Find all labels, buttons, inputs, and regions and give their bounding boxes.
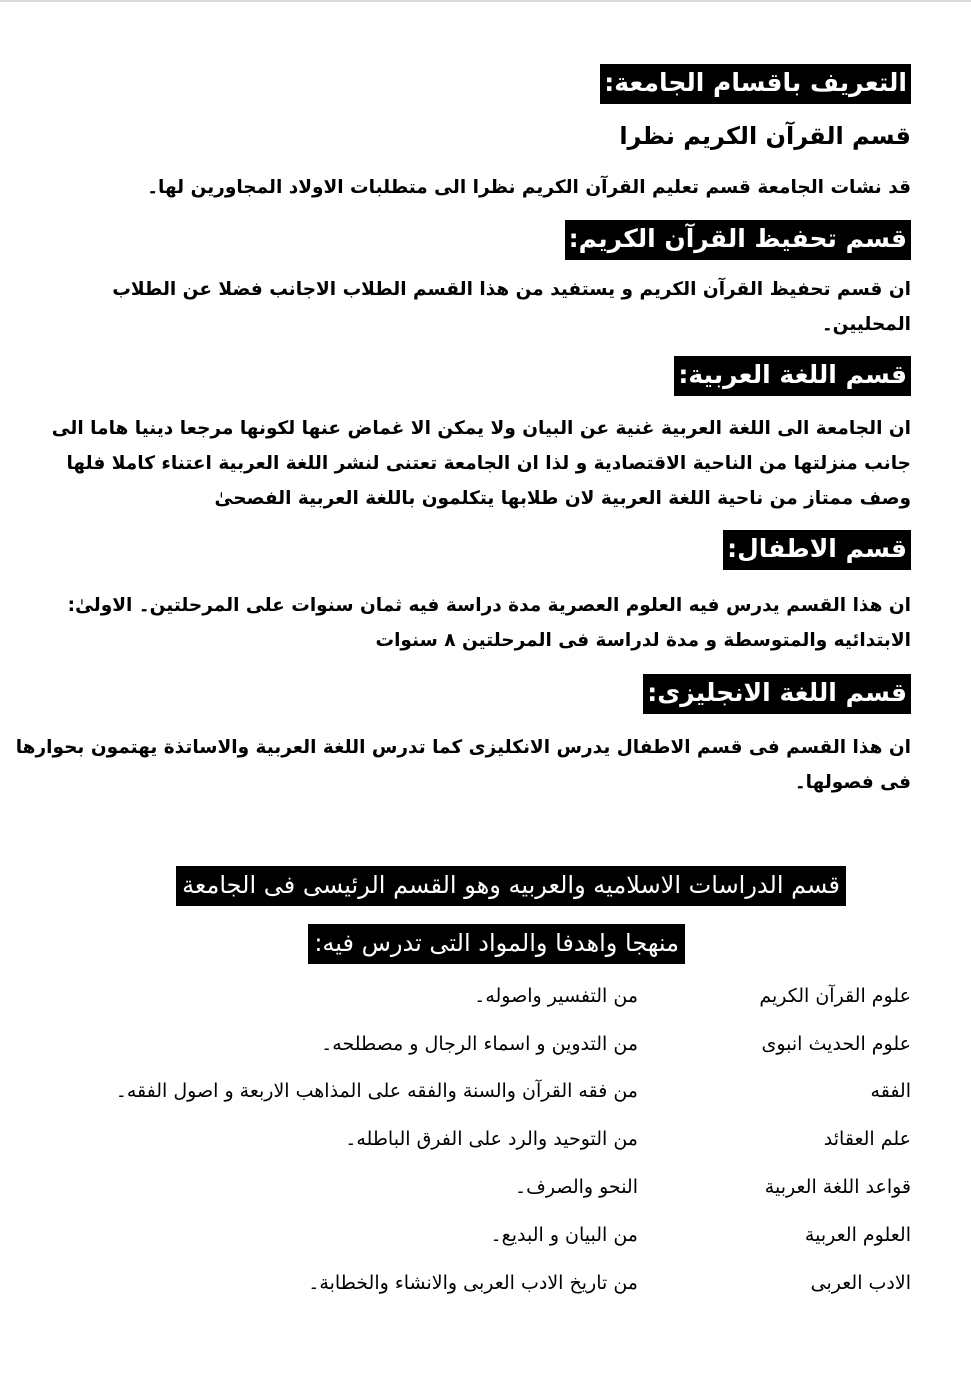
quran-dept-title: قسم القرآن الكريم نظرا	[619, 122, 911, 150]
arabic-dept-line-3: وصف ممتاز من ناحية اللغة العربية لان طلابها يتكلمون باللغة العربية الفصحیٰ	[214, 488, 911, 509]
subject-content: من تاريخ الادب العربى والانشاء والخطابة۔	[308, 1272, 638, 1294]
intro-heading: التعريف باقسام الجامعة:	[600, 64, 911, 104]
subject-content: النحو والصرف۔	[515, 1176, 638, 1198]
english-dept-heading: قسم اللغة الانجليزى:	[643, 674, 911, 714]
hifz-dept-heading: قسم تحفيظ القرآن الكريم:	[565, 220, 911, 260]
english-dept-line-1: ان هذا القسم فی قسم الاطفال يدرس الانكليزى كما تدرس اللغة العربية والاساتذة يهتمون بحوارها	[15, 737, 911, 758]
subject-name: علوم القرآن الكريم	[759, 985, 911, 1007]
islamic-dept-heading-line-1: قسم الدراسات الاسلاميه والعربيه وهو القسم الرئيسى فی الجامعة	[176, 866, 846, 906]
english-dept-text	[16, 730, 911, 800]
subject-content: من التفسير واصوله۔	[474, 985, 638, 1007]
hifz-dept-text	[112, 272, 911, 342]
hifz-dept-line-2: المحليين۔	[821, 314, 911, 335]
subject-name: الادب العربى	[810, 1272, 911, 1294]
arabic-dept-line-1: ان الجامعة الى اللغة العربية غنية عن البيان ولا يمكن الا غماض عنها لكونها مرجعا دينيا هاما الى	[51, 418, 911, 439]
english-dept-line-2: فی فصولها۔	[794, 772, 911, 793]
quran-dept-text-line: قد نشات الجامعة قسم تعليم القرآن الكريم نظرا الى متطلبات الاولاد المجاورين لها۔	[147, 177, 911, 198]
islamic-dept-heading-line-2: منهجا واهدفا والمواد التى تدرس فيه:	[308, 924, 685, 964]
subject-content: من التدوين و اسماء الرجال و مصطلحه۔	[321, 1033, 638, 1055]
hifz-dept-line-1: ان قسم تحفيظ القرآن الكريم و يستفيد من هذا القسم الطلاب الاجانب فضلا عن الطلاب	[112, 279, 911, 300]
arabic-dept-line-2: جانب منزلتها من الناحية الاقتصادية و لذا ان الجامعة تعتنى لنشر اللغة العربية اعتناء كاملا فلها	[66, 453, 911, 474]
subject-name: الفقه	[870, 1080, 911, 1102]
children-dept-line-2: الابتدائيه والمتوسطة و مدة لدراسة فی المرحلتين ۸ سنوات	[375, 630, 911, 651]
subject-content: من التوحيد والرد على الفرق الباطله۔	[345, 1128, 638, 1150]
subject-content: من البيان و البديع۔	[490, 1224, 638, 1246]
arabic-dept-text	[52, 411, 911, 516]
quran-dept-text	[147, 170, 911, 205]
subject-name: العلوم العربية	[804, 1224, 911, 1246]
subject-name: قواعد اللغة العربية	[764, 1176, 911, 1198]
children-dept-text	[68, 588, 911, 658]
subject-content: من فقه القرآن والسنة والفقه على المذاهب الاربعة و اصول الفقه۔	[115, 1080, 638, 1102]
children-dept-line-1: ان هذا القسم يدرس فيه العلوم العصرية مدة دراسة فيه ثمان سنوات على المرحلتين۔ الاولیٰ:	[67, 595, 911, 616]
subject-name: علوم الحديث انبوى	[761, 1033, 911, 1055]
arabic-dept-heading: قسم اللغة العربية:	[674, 356, 911, 396]
children-dept-heading: قسم الاطفال:	[723, 530, 911, 570]
subject-name: علم العقائد	[823, 1128, 911, 1150]
